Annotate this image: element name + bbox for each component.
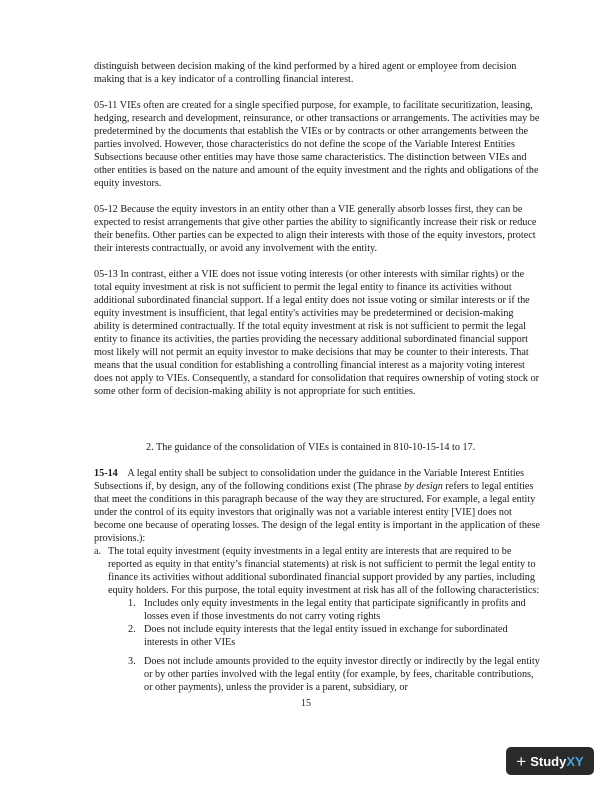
studyxy-badge[interactable] [506,747,594,775]
footnote-2 [146,441,540,454]
paragraph-05-13 [94,268,540,398]
paragraph-05-12-text: 05-12 Because the equity investors in an entity other than a VIE generally absorb losses first, they can be expected to resist arrangements that give other parties the ability to significantly increase their risk or reduce their benefits. Other parties can be expected to align their interests with those of the equity investors, protect their interests contractually, or avoid any involvement with the entity. [94,204,537,255]
page-number: 15 [301,698,311,709]
section-text-before: A legal entity shall be subject to consolidation under the guidance in the Variable Interest Entities Subsections if, by design, any of the following conditions exist (The phrase [94,468,525,493]
intro-paragraph [94,60,540,86]
brand-name: Study [530,753,567,769]
section-text-italic: by design [404,481,443,493]
subitem-number: 3. [128,656,136,667]
footnote-number: 2. [146,442,154,453]
subitem-text: Does not include amounts provided to the equity investor directly or indirectly by the legal entity or by other parties involved with the legal entity (for example, by fees, charitable contributions, or other payments), unless the provider is a parent, subsidiary, or [144,656,540,694]
subitem-text: Does not include equity interests that the legal entity issued in exchange for subordinated interests in other VIEs [144,624,508,649]
plus-icon: + [516,751,527,771]
intro-text: distinguish between decision making of the kind performed by a hired agent or employee from decision making that is a key indicator of a controlling financial interest. [94,61,517,86]
paragraph-05-11-text: 05-11 VIEs often are created for a single specified purpose, for example, to facilitate securitization, leasing, hedging, research and development, reinsurance, or other transactions or arrangements. The activities may be predetermined by the documents that establish the VIEs or by contracts or other arrangements between the parties involved. However, those characteristics do not define the scope of the Variable Interest Entities Subsections because other entities may have those same characteristics. The distinction between VIEs and other entities is based on the nature and amount of the equity investment and the rights and obligations of the equity investors. [94,100,540,190]
paragraph-05-11 [94,99,540,190]
item-a-label: a. [94,546,102,557]
item-a-text: The total equity investment (equity investments in a legal entity are interests that are required to be reported as equity in that entity’s financial statements) at risk is not sufficient to permit the legal entity to finance its activities without additional subordinated financial support provided by any parties, including equity holders. For this purpose, the total equity investment at risk has all of the following characteristics: [108,546,540,597]
section-text-after: refers to legal entities that meet the conditions in this paragraph because of the way they are structured. For example, a legal entity under the control of its equity investors that originally was not a variable interest entity [VIE] does not become one because of operating losses. The design of the legal entity is important in the application of these provisions.): [94,481,540,545]
brand-suffix: XY [566,753,584,769]
subitem-number: 1. [128,598,136,609]
section-15-14 [94,467,540,545]
section-heading: 15-14 [94,468,118,479]
paragraph-05-13-text: 05-13 In contrast, either a VIE does not issue voting interests (or other interests with similar rights) or the total equity investment at risk is not sufficient to permit the legal entity to finance its activities without additional subordinated financial support. If a legal entity does not issue voting or similar interests or if the equity investment is insufficient, that legal entity's activities may be predetermined or decision-making ability is determined contractually. If the total equity investment at risk is not sufficient to permit the legal entity to finance its activities, the parties providing the necessary additional subordinated financial support most likely will not permit an equity investor to make decisions that may be counter to their interests. That means that the usual condition for establishing a controlling financial interest as a majority voting interest does not apply to VIEs. Consequently, a standard for consolidation that requires ownership of voting stock or some other form of decision-making ability is not appropriate for such entities. [94,269,540,398]
footnote-text: The guidance of the consolidation of VIEs is contained in 810-10-15-14 to 17. [156,442,476,453]
paragraph-05-12 [94,203,540,255]
subitem-text: Includes only equity investments in the legal entity that participate significantly in profits and losses even if those investments do not carry voting rights [144,598,526,623]
subitem-number: 2. [128,624,136,635]
